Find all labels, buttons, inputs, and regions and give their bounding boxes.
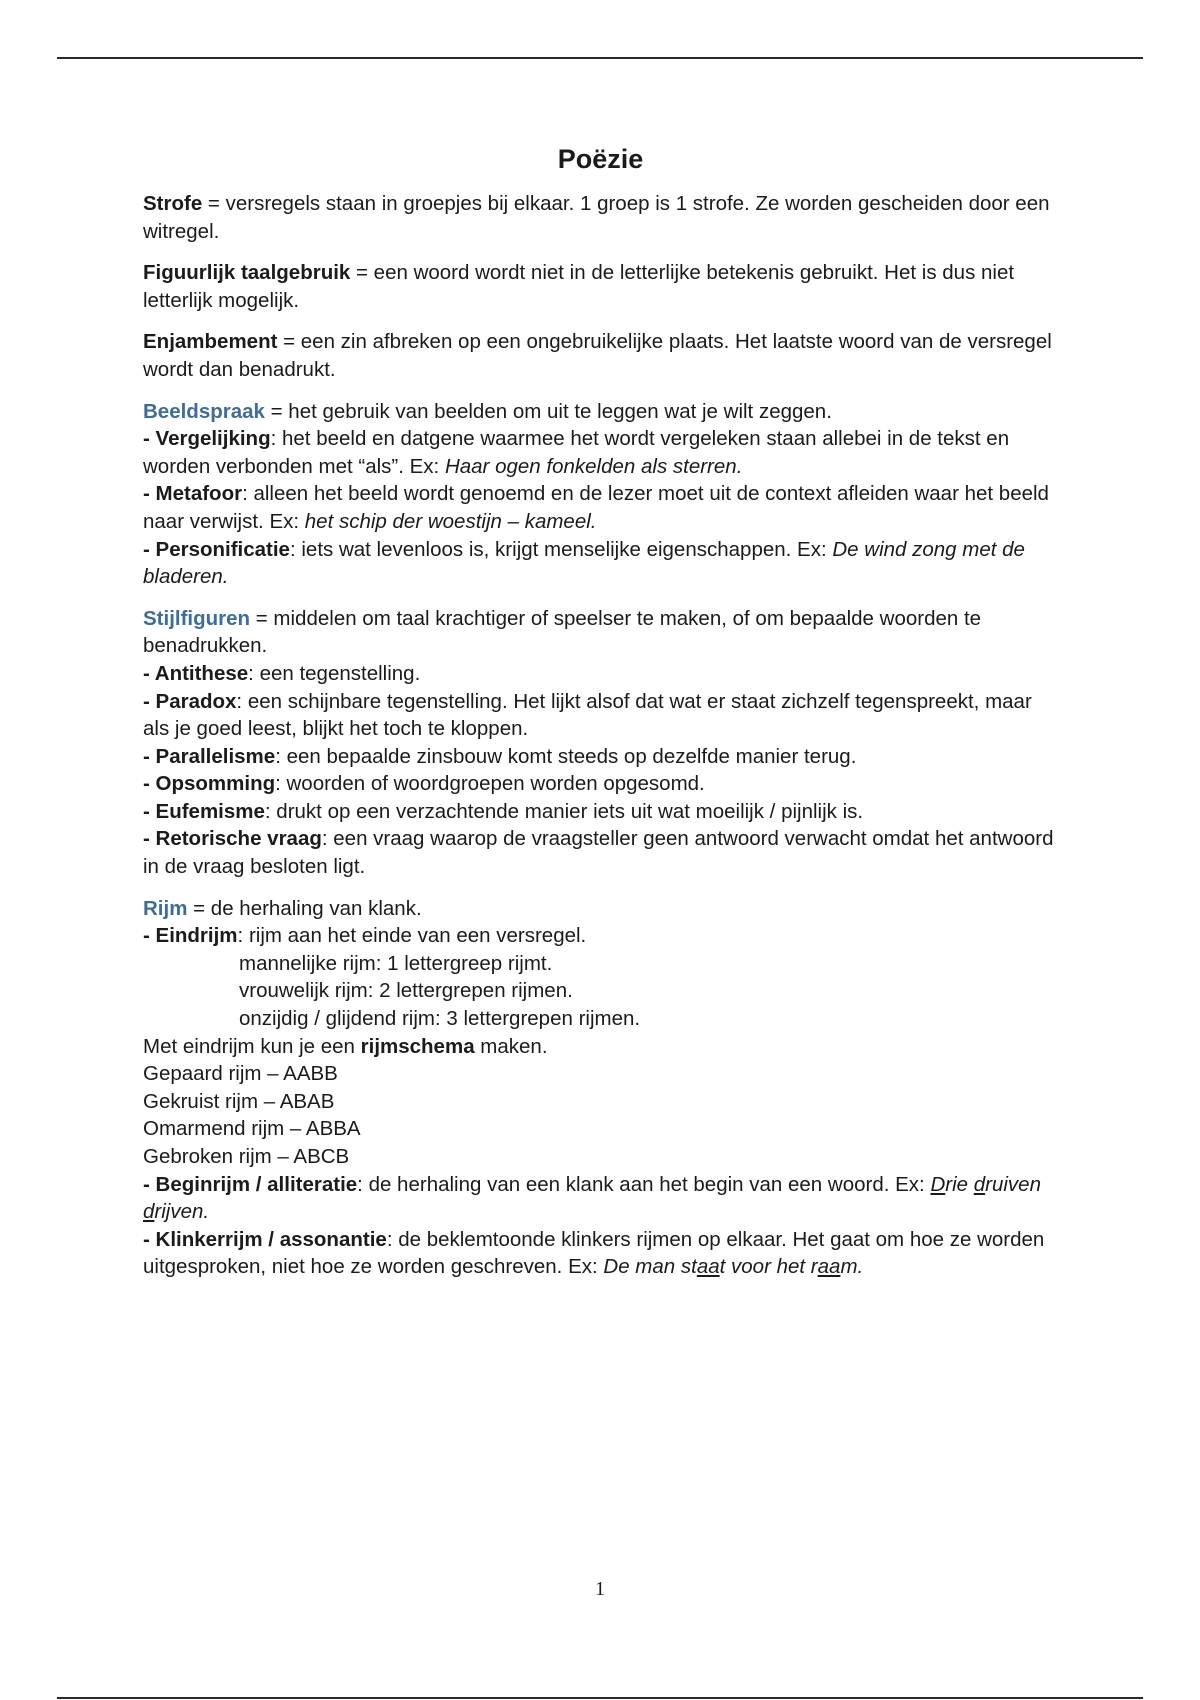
- page-title: Poëzie: [557, 144, 644, 174]
- example-beginrijm: Drie druiven drijven.: [143, 1172, 1041, 1224]
- list-item: - Personificatie: iets wat levenloos is, krijgt menselijke eigenschappen. Ex: De wind zong met de bladeren.: [143, 537, 1025, 589]
- header-rule: [57, 57, 1143, 59]
- definition-rijm: = de herhaling van klank.: [187, 896, 422, 920]
- list-item: - Metafoor: alleen het beeld wordt genoemd en de lezer moet uit de context afleiden waar het beeld naar verwijst. Ex: het schip der woestijn – kameel.: [143, 482, 1049, 533]
- list-item: - Paradox: een schijnbare tegenstelling. Het lijkt alsof dat wat er staat zichzelf tegenspreekt, maar als je goed leest, blijkt het toch te kloppen.: [143, 689, 1032, 741]
- list-item: - Klinkerrijm / assonantie: de beklemtoonde klinkers rijmen op elkaar. Het gaat om hoe ze worden uitgesproken, niet hoe ze worden geschreven. Ex: De man staat voor het raam.: [143, 1227, 1045, 1279]
- rijm-type-line: mannelijke rijm: 1 lettergreep rijmt.: [239, 951, 553, 975]
- heading-rijm: Rijm: [143, 896, 188, 920]
- term-figuurlijk: Figuurlijk taalgebruik: [143, 261, 351, 285]
- definition-enjambement: = een zin afbreken op een ongebruikelijke plaats. Het laatste woord van de versregel wordt dan benadrukt.: [143, 330, 1052, 381]
- rijmschema-line: Gepaard rijm – AABB: [143, 1062, 338, 1086]
- definition-figuurlijk: = een woord wordt niet in de letterlijke betekenis gebruikt. Het is dus niet letterlijk mogelijk.: [143, 261, 1015, 312]
- list-item: - Vergelijking: het beeld en datgene waarmee het wordt vergeleken staan allebei in de tekst en worden verbonden met “als”. Ex: Haar ogen fonkelden als sterren.: [143, 427, 1010, 478]
- term-strofe: Strofe: [143, 192, 203, 215]
- list-item: - Antithese: een tegenstelling.: [143, 661, 421, 685]
- document-body: [143, 140, 1058, 1295]
- list-item: - Retorische vraag: een vraag waarop de vraagsteller geen antwoord verwacht omdat het antwoord in de vraag besloten ligt.: [143, 827, 1054, 879]
- footer-rule: [57, 1697, 1143, 1699]
- section-enjambement: [143, 328, 1058, 383]
- list-item: - Parallelisme: een bepaalde zinsbouw komt steeds op dezelfde manier terug.: [143, 744, 857, 768]
- list-item: - Eufemisme: drukt op een verzachtende manier iets uit wat moeilijk / pijnlijk is.: [143, 799, 864, 823]
- definition-stijlfiguren: = middelen om taal krachtiger of speelser te maken, of om bepaalde woorden te benadrukken.: [143, 606, 982, 658]
- page-number: 1: [595, 1578, 605, 1600]
- section-rijm: [143, 895, 1058, 1281]
- section-figuurlijk: [143, 259, 1058, 314]
- term-enjambement: Enjambement: [143, 330, 278, 354]
- rijm-type-line: onzijdig / glijdend rijm: 3 lettergrepen rijmen.: [239, 1007, 641, 1031]
- rijmschema-intro: Met eindrijm kun je een rijmschema maken.: [143, 1034, 548, 1058]
- rijm-type-line: vrouwelijk rijm: 2 lettergrepen rijmen.: [239, 979, 573, 1003]
- definition-beeldspraak: = het gebruik van beelden om uit te leggen wat je wilt zeggen.: [264, 399, 832, 423]
- rijmschema-line: Gebroken rijm – ABCB: [143, 1145, 350, 1168]
- rijmschema-line: Gekruist rijm – ABAB: [143, 1089, 335, 1113]
- section-strofe: [143, 190, 1058, 245]
- list-item: - Eindrijm: rijm aan het einde van een versregel.: [143, 924, 587, 948]
- list-item: - Opsomming: woorden of woordgroepen worden opgesomd.: [143, 772, 705, 796]
- rijmschema-line: Omarmend rijm – ABBA: [143, 1117, 361, 1141]
- definition-strofe: = versregels staan in groepjes bij elkaar. 1 groep is 1 strofe. Ze worden gescheiden door een witregel.: [143, 192, 1050, 243]
- heading-beeldspraak: Beeldspraak: [143, 399, 265, 423]
- section-stijlfiguren: [143, 605, 1058, 881]
- heading-stijlfiguren: Stijlfiguren: [143, 606, 251, 630]
- section-beeldspraak: [143, 398, 1058, 591]
- example-klinkerrijm: De man staat voor het raam.: [603, 1255, 864, 1279]
- list-item: - Beginrijm / alliteratie: de herhaling van een klank aan het begin van een woord. Ex: Drie druiven drijven.: [143, 1172, 1041, 1224]
